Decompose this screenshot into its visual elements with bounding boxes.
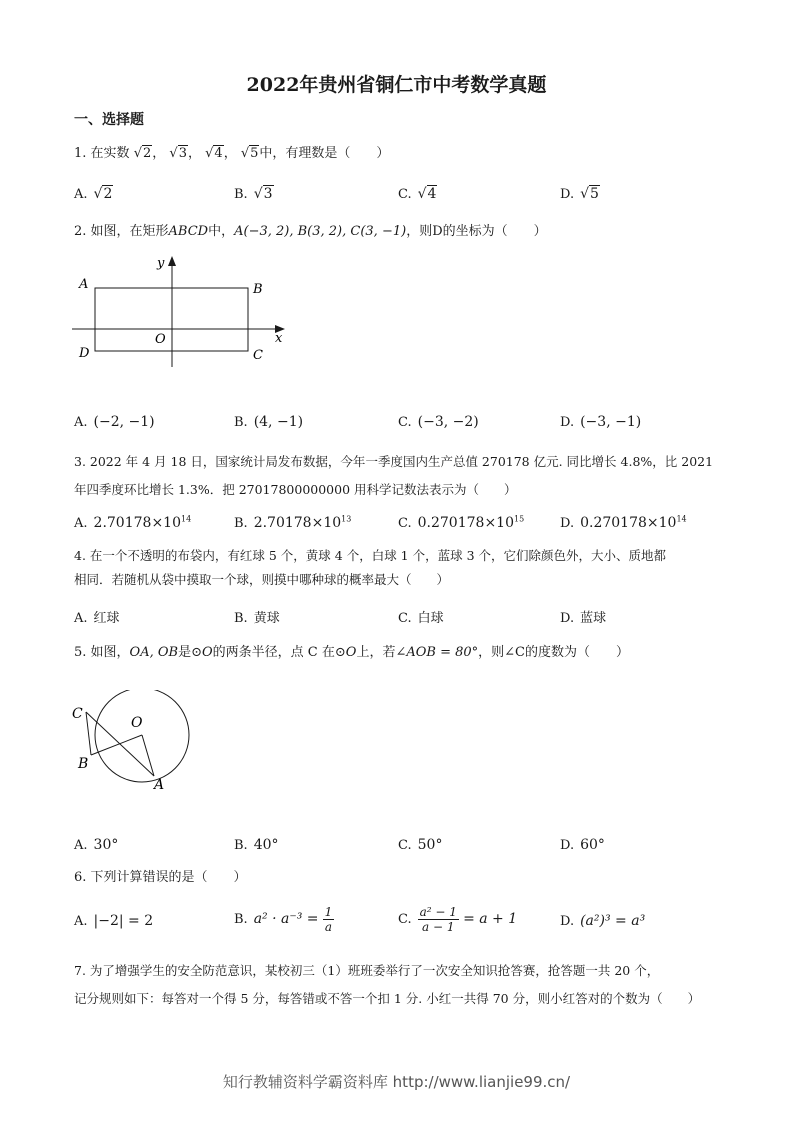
q2-options — [74, 414, 724, 438]
q4-option-a[interactable]: A. 红球 — [74, 611, 120, 626]
q1-radical-2: √3 — [169, 146, 187, 161]
q1-option-d[interactable]: D. √5 — [560, 186, 599, 202]
q2-coords: A(−3, 2), B(3, 2), C(3, −1) — [234, 224, 407, 239]
q2-option-a[interactable]: A. (−2, −1) — [74, 414, 155, 430]
question-4 — [74, 545, 734, 591]
q1-option-a[interactable]: A. √2 — [74, 186, 113, 202]
q5-option-c[interactable]: C. 50° — [398, 837, 443, 853]
question-5: 5. 如图，OA, OB是⊙O的两条半径，点 C 在⊙O上，若∠AOB = 80°，则∠C的度数为（ ） — [74, 645, 629, 660]
label-c: C — [72, 706, 83, 722]
question-3 — [74, 451, 734, 501]
label-o: O — [131, 715, 143, 731]
q5-option-d[interactable]: D. 60° — [560, 837, 605, 853]
q5-option-b[interactable]: B. 40° — [234, 837, 279, 853]
q7-line-1: 7. 为了增强学生的安全防范意识，某校初三（1）班班委举行了一次安全知识抢答赛，抢答题一共 20 个， — [74, 963, 660, 978]
q1-tail: 中，有理数是（ ） — [259, 146, 390, 161]
q3-option-c[interactable]: C. $0.270178\times 10^{15}$ — [398, 514, 525, 531]
q7-line-2: 记分规则如下：每答对一个得 5 分，每答错或不答一个扣 1 分. 小红一共得 70 分，则小红答对的个数为（ ） — [74, 991, 701, 1006]
q6-options — [74, 905, 724, 945]
q1-radical-4: √5 — [240, 146, 259, 161]
q1-option-b[interactable]: B. √3 — [234, 186, 273, 202]
q4-option-c[interactable]: C. 白球 — [398, 611, 444, 626]
label-b: B — [253, 282, 263, 297]
q1-radical-1: √2 — [133, 146, 152, 161]
q3-options — [74, 514, 724, 538]
q2-rect-name: ABCD — [168, 224, 209, 239]
question-6: 6. 下列计算错误的是（ ） — [74, 870, 247, 885]
footer-watermark: 知行教辅资料学霸资料库 http://www.lianjie99.cn/ — [222, 1073, 571, 1091]
q4-options — [74, 607, 724, 631]
section-heading: 一、选择题 — [74, 112, 144, 128]
q1-option-c[interactable]: C. √4 — [398, 186, 437, 202]
q4-line-2: 相同．若随机从袋中摸取一个球，则摸中哪种球的概率最大（ ） — [74, 572, 450, 587]
label-b: B — [78, 756, 89, 772]
label-origin: O — [155, 332, 166, 347]
q3-line-2: 年四季度环比增长 1.3%．把 27017800000000 用科学记数法表示为（ ） — [74, 482, 517, 497]
q3-option-a[interactable]: A. $2.70178\times 10^{14}$ — [74, 514, 192, 531]
q1-options — [74, 186, 724, 210]
q5-figure-circle — [66, 690, 196, 795]
label-c: C — [253, 348, 263, 363]
q4-option-d[interactable]: D. 蓝球 — [560, 611, 607, 626]
q4-line-1: 4. 在一个不透明的布袋内，有红球 5 个，黄球 4 个，白球 1 个，蓝球 3 个，它们除颜色外，大小、质地都 — [74, 548, 667, 563]
q2-option-d[interactable]: D. (−3, −1) — [560, 414, 642, 430]
q3-line-1: 3. 2022 年 4 月 18 日，国家统计局发布数据，今年一季度国内生产总值 270178 亿元. 同比增长 4.8%，比 2021 — [74, 454, 714, 469]
q5-option-a[interactable]: A. 30° — [74, 837, 119, 853]
q1-radical-3: √4 — [205, 146, 223, 161]
q5-radii: OA, OB — [129, 645, 179, 660]
q6-option-c[interactable]: C. $\frac{\text{a² − 1}}{a - 1}$ = a + 1 — [398, 905, 518, 934]
label-d: D — [79, 346, 90, 361]
q3-option-d[interactable]: D. $0.270178\times 10^{14}$ — [560, 514, 687, 531]
label-a: A — [79, 277, 89, 292]
q6-option-b[interactable]: B. a² · a⁻³ = $\frac{1}{a}$ — [234, 905, 333, 934]
q2-option-c[interactable]: C. (−3, −2) — [398, 414, 479, 430]
label-y: y — [157, 256, 165, 271]
radius-ob — [91, 735, 142, 755]
y-axis-arrow-icon — [168, 256, 176, 266]
label-x: x — [275, 331, 283, 346]
q3-option-b[interactable]: B. $2.70178\times 10^{13}$ — [234, 514, 352, 531]
q1-text: 1. 在实数 — [74, 146, 130, 161]
q2-figure-coordinate-rectangle — [70, 252, 295, 372]
q4-option-b[interactable]: B. 黄球 — [234, 611, 280, 626]
q5-options — [74, 837, 724, 861]
q6-option-a[interactable]: A. |−2| = 2 — [74, 913, 154, 929]
q6-option-d[interactable]: D. (a²)³ = a³ — [560, 913, 646, 929]
q5-angle: ∠AOB = 80° — [395, 645, 479, 660]
label-a: A — [154, 777, 165, 793]
question-7 — [74, 960, 734, 1010]
page-title: 2022年贵州省铜仁市中考数学真题 — [246, 74, 547, 96]
chord-cb — [86, 712, 91, 755]
question-2: 2. 如图，在矩形ABCD中，A(−3, 2), B(3, 2), C(3, −1)，则D的坐标为（ ） — [74, 224, 547, 239]
q2-option-b[interactable]: B. (4, −1) — [234, 414, 304, 430]
question-1: 1. 在实数 √2， √3， √4， √5中，有理数是（ ） — [74, 146, 390, 161]
